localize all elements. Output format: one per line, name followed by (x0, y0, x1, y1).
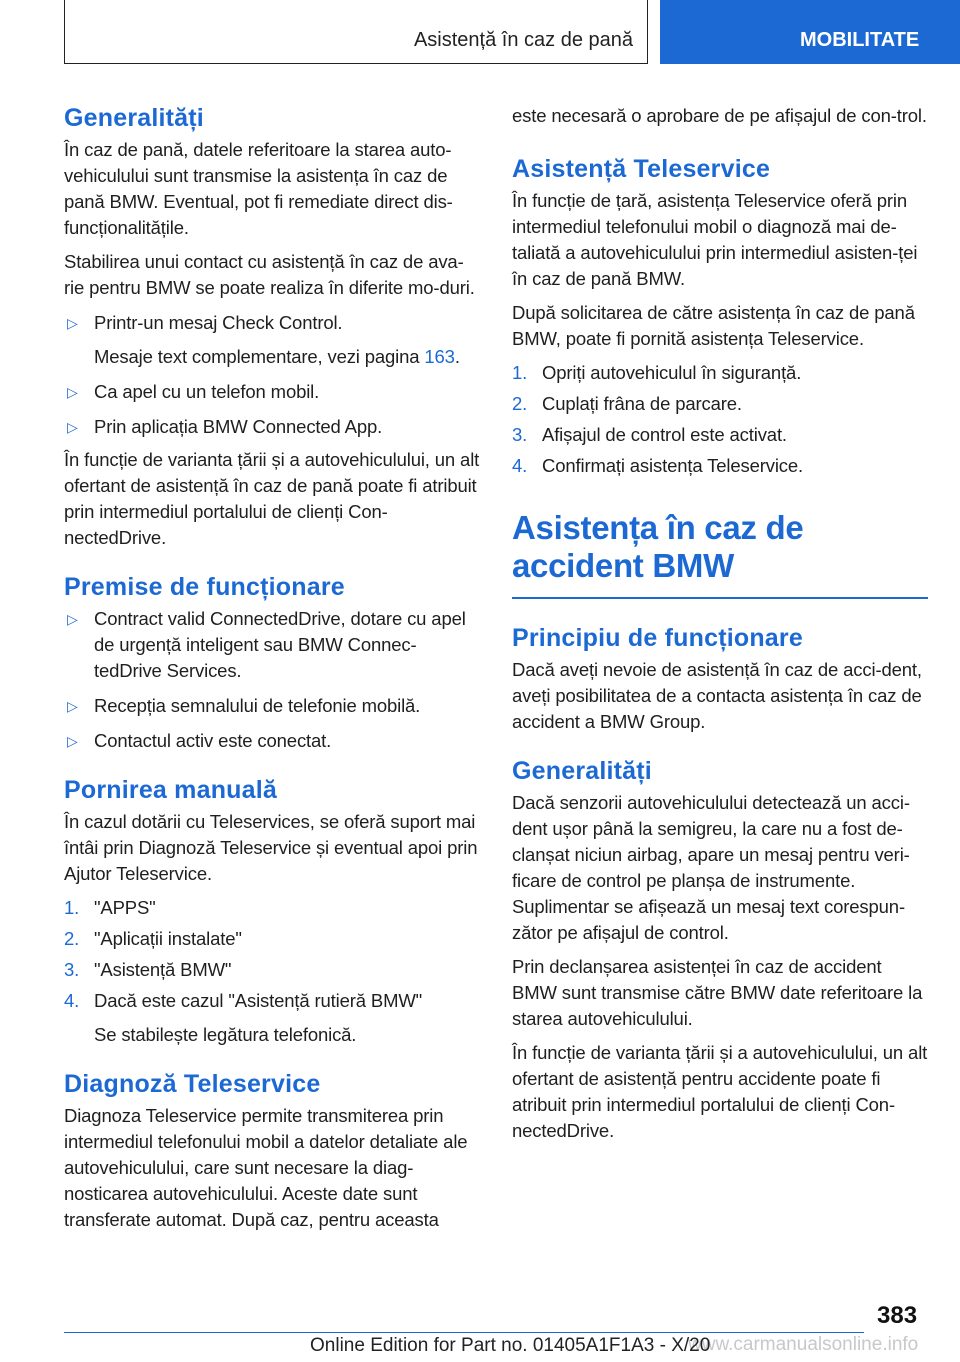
list-item: 2. "Aplicații instalate" (64, 926, 480, 952)
list-item: 2. Cuplați frâna de parcare. (512, 391, 928, 417)
bullet-list-contact (64, 310, 480, 440)
heading-divider (512, 597, 928, 599)
step-number: 2. (64, 928, 80, 949)
list-item: ▷ Contactul activ este conectat. (64, 728, 480, 754)
step-number: 3. (512, 424, 528, 445)
list-item: ▷ Printr-un mesaj Check Control. Mesaje text complementare, vezi pagina 163. (67, 312, 460, 367)
list-item: 3. Afișajul de control este activat. (512, 422, 928, 448)
paragraph: Prin declanșarea asistenței în caz de accident BMW sunt transmise către BMW date referitoare la starea autovehiculului. (512, 955, 923, 1029)
heading-generalitati-2: Generalități (512, 756, 652, 785)
list-item: ▷ Prin aplicația BMW Connected App. (64, 414, 480, 440)
list-item: 4. Dacă este cazul "Asistență rutieră BMW" Se stabilește legătura telefonică. (64, 990, 423, 1045)
paragraph: În funcție de țară, asistența Teleservice oferă prin intermediul telefonului mobil o diagnoză mai de-taliată a autovehiculului prin intermediul asisten-ței în caz de pană BMW. (512, 190, 918, 289)
numbered-list-teleservice (512, 360, 928, 479)
section-title: Asistență în caz de pană (413, 29, 633, 51)
page-link-163[interactable]: 163 (424, 346, 455, 367)
list-item: 1. Opriți autovehiculul în siguranță. (512, 360, 928, 386)
triangle-bullet-icon: ▷ (67, 611, 78, 627)
paragraph: În funcție de varianta țării și a autovehiculului, un alt ofertant de asistență pentru accidente poate fi atribuit prin intermediul portalului de clienți Con-nectedDrive. (512, 1041, 928, 1141)
paragraph: este necesară o aprobare de pe afișajul de con-trol. (512, 105, 927, 126)
paragraph: Diagnoza Teleservice permite transmiterea prin intermediul telefonului mobil a datelor detaliate ale autovehiculului, care sunt necesare la diag-nosticarea autovehiculului. Aceste date sunt transferate automat. După caz, pentru aceasta (64, 1105, 468, 1230)
heading-diagnoza-teleservice: Diagnoză Teleservice (64, 1070, 321, 1098)
paragraph: Stabilirea unui contact cu asistență în caz de ava-rie pentru BMW se poate realiza în diferite mo-duri. (64, 251, 475, 298)
step-number: 3. (64, 959, 80, 980)
heading-asistenta-teleservice: Asistență Teleservice (512, 155, 771, 183)
list-item: 4. Confirmați asistența Teleservice. (512, 453, 928, 479)
list-item: ▷ Contract valid ConnectedDrive, dotare cu apel de urgență inteligent sau BMW Connec-tedDrive Services. (67, 608, 466, 681)
step-number: 1. (64, 897, 80, 918)
chapter-tab-label: MOBILITATE (800, 29, 920, 51)
step-number: 4. (64, 990, 80, 1011)
triangle-bullet-icon: ▷ (67, 419, 78, 435)
right-column (512, 102, 928, 1144)
heading-premise: Premise de funcționare (64, 573, 345, 601)
list-item: ▷ Ca apel cu un telefon mobil. (64, 379, 480, 405)
paragraph: În caz de pană, datele referitoare la starea auto-vehiculului sunt transmise la asistența în caz de pană BMW. Eventual, pot fi remediate direct dis-funcționalitățile. (64, 139, 453, 238)
paragraph: În cazul dotării cu Teleservices, se oferă suport mai întâi prin Diagnoză Teleservice și eventual apoi prin Ajutor Teleservice. (64, 811, 478, 884)
page-number: 383 (877, 1302, 918, 1329)
list-item: 1. "APPS" (64, 895, 480, 921)
left-column (64, 102, 480, 1233)
heading-pornirea-manuala: Pornirea manuală (64, 776, 278, 804)
step-number: 2. (512, 393, 528, 414)
watermark: www.carmanualsonline.info (688, 1334, 919, 1355)
triangle-bullet-icon: ▷ (67, 384, 78, 400)
list-item: ▷ Recepția semnalului de telefonie mobilă. (64, 693, 480, 719)
chapter-tab[interactable] (660, 0, 960, 64)
heading-generalitati: Generalități (64, 104, 204, 132)
paragraph: Dacă senzorii autovehiculului detectează un acci-dent ușor până la semigreu, la care nu a fost de-clanșat niciun airbag, apare un mesaj pentru veri-ficare de control pe planșa de instrumente. Suplimentar se afișează un mesaj text corespun-zător pe afișajul de control. (512, 791, 910, 943)
heading-asistenta-accident: Asistența în caz de accident BMW (512, 509, 804, 584)
paragraph: Dacă aveți nevoie de asistență în caz de acci-dent, aveți posibilitatea de a contacta asistența în caz de accident a BMW Group. (512, 658, 922, 732)
paragraph: După solicitarea de către asistența în caz de pană BMW, poate fi pornită asistența Teleservice. (512, 302, 915, 349)
heading-principiu: Principiu de funcționare (512, 623, 803, 652)
triangle-bullet-icon: ▷ (67, 698, 78, 714)
numbered-list-manual (64, 895, 480, 1048)
footer-edition: Online Edition for Part no. 01405A1F1A3 - X/20 (310, 1335, 711, 1356)
bullet-list-premise (64, 606, 480, 754)
paragraph: În funcție de varianta țării și a autovehiculului, un alt ofertant de asistență în caz de pană poate fi atribuit prin intermediul portalului de clienți Con-nectedDrive. (64, 449, 480, 548)
triangle-bullet-icon: ▷ (67, 733, 78, 749)
step-number: 1. (512, 362, 528, 383)
header-section-box (64, 0, 648, 64)
list-item: 3. "Asistență BMW" (64, 957, 480, 983)
footer-divider (64, 1332, 864, 1333)
step-number: 4. (512, 455, 528, 476)
triangle-bullet-icon: ▷ (67, 315, 78, 331)
